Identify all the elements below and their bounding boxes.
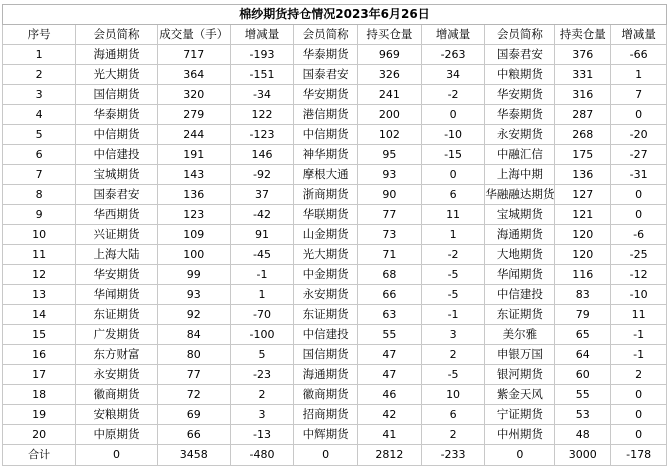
short-change-cell[interactable]: -12 <box>611 265 667 285</box>
member-cell[interactable]: 永安期货 <box>294 285 358 305</box>
volume-change-cell[interactable]: -1 <box>230 265 294 285</box>
long-change-cell[interactable]: -10 <box>421 125 485 145</box>
volume-cell[interactable]: 69 <box>157 405 230 425</box>
short-change-cell[interactable]: 0 <box>611 425 667 445</box>
member-cell[interactable]: 紫金天风 <box>485 385 555 405</box>
rank-cell[interactable]: 1 <box>3 45 76 65</box>
short-position-cell[interactable]: 120 <box>555 245 611 265</box>
member-cell[interactable]: 神华期货 <box>294 145 358 165</box>
long-position-cell[interactable]: 68 <box>358 265 422 285</box>
volume-cell[interactable]: 99 <box>157 265 230 285</box>
header-cell[interactable]: 序号 <box>3 25 76 45</box>
member-cell[interactable]: 华西期货 <box>76 205 157 225</box>
short-position-cell[interactable]: 268 <box>555 125 611 145</box>
header-cell[interactable]: 持买仓量 <box>358 25 422 45</box>
rank-cell[interactable]: 6 <box>3 145 76 165</box>
long-position-cell[interactable]: 47 <box>358 345 422 365</box>
short-position-cell[interactable]: 136 <box>555 165 611 185</box>
member-cell[interactable]: 华闻期货 <box>485 265 555 285</box>
long-change-cell[interactable]: 1 <box>421 225 485 245</box>
member-cell[interactable]: 东证期货 <box>485 305 555 325</box>
long-position-cell[interactable]: 969 <box>358 45 422 65</box>
volume-cell[interactable]: 100 <box>157 245 230 265</box>
short-position-cell[interactable]: 120 <box>555 225 611 245</box>
member-cell[interactable]: 徽商期货 <box>294 385 358 405</box>
member-cell[interactable]: 中辉期货 <box>294 425 358 445</box>
long-position-cell[interactable]: 90 <box>358 185 422 205</box>
table-row <box>3 425 667 445</box>
volume-change-cell[interactable]: -23 <box>230 365 294 385</box>
rank-cell[interactable]: 5 <box>3 125 76 145</box>
total-cell[interactable]: -233 <box>421 445 485 466</box>
member-cell[interactable]: 中金期货 <box>294 265 358 285</box>
volume-cell[interactable]: 66 <box>157 425 230 445</box>
short-change-cell[interactable]: -27 <box>611 145 667 165</box>
volume-change-cell[interactable]: -100 <box>230 325 294 345</box>
volume-cell[interactable]: 123 <box>157 205 230 225</box>
member-cell[interactable]: 中信建投 <box>485 285 555 305</box>
short-change-cell[interactable]: 1 <box>611 65 667 85</box>
long-position-cell[interactable]: 73 <box>358 225 422 245</box>
volume-cell[interactable]: 93 <box>157 285 230 305</box>
volume-cell[interactable]: 136 <box>157 185 230 205</box>
rank-cell[interactable]: 13 <box>3 285 76 305</box>
rank-cell[interactable]: 3 <box>3 85 76 105</box>
member-cell[interactable]: 华安期货 <box>294 85 358 105</box>
total-cell[interactable]: -480 <box>230 445 294 466</box>
member-cell[interactable]: 中信建投 <box>294 325 358 345</box>
short-position-cell[interactable]: 121 <box>555 205 611 225</box>
total-cell[interactable]: -178 <box>611 445 667 466</box>
member-cell[interactable]: 招商期货 <box>294 405 358 425</box>
long-position-cell[interactable]: 241 <box>358 85 422 105</box>
short-change-cell[interactable]: 7 <box>611 85 667 105</box>
short-change-cell[interactable]: 11 <box>611 305 667 325</box>
header-cell[interactable]: 增减量 <box>230 25 294 45</box>
member-cell[interactable]: 中融汇信 <box>485 145 555 165</box>
table-row <box>3 65 667 85</box>
header-cell[interactable]: 会员简称 <box>485 25 555 45</box>
total-cell[interactable]: 0 <box>76 445 157 466</box>
member-cell[interactable]: 上海中期 <box>485 165 555 185</box>
table-row <box>3 205 667 225</box>
member-cell[interactable]: 中信期货 <box>294 125 358 145</box>
short-position-cell[interactable]: 64 <box>555 345 611 365</box>
volume-cell[interactable]: 92 <box>157 305 230 325</box>
member-cell[interactable]: 华泰期货 <box>76 105 157 125</box>
member-cell[interactable]: 东证期货 <box>294 305 358 325</box>
short-change-cell[interactable]: -6 <box>611 225 667 245</box>
table-row <box>3 165 667 185</box>
rank-cell[interactable]: 2 <box>3 65 76 85</box>
member-cell[interactable]: 华泰期货 <box>485 105 555 125</box>
long-change-cell[interactable]: -263 <box>421 45 485 65</box>
member-cell[interactable]: 徽商期货 <box>76 385 157 405</box>
volume-cell[interactable]: 84 <box>157 325 230 345</box>
member-cell[interactable]: 中粮期货 <box>485 65 555 85</box>
short-position-cell[interactable]: 116 <box>555 265 611 285</box>
long-position-cell[interactable]: 41 <box>358 425 422 445</box>
member-cell[interactable]: 国泰君安 <box>76 185 157 205</box>
short-change-cell[interactable]: 0 <box>611 185 667 205</box>
short-change-cell[interactable]: -66 <box>611 45 667 65</box>
short-change-cell[interactable]: -25 <box>611 245 667 265</box>
volume-cell[interactable]: 143 <box>157 165 230 185</box>
member-cell[interactable]: 大地期货 <box>485 245 555 265</box>
member-cell[interactable]: 银河期货 <box>485 365 555 385</box>
table-row <box>3 385 667 405</box>
short-position-cell[interactable]: 376 <box>555 45 611 65</box>
volume-change-cell[interactable]: -34 <box>230 85 294 105</box>
short-position-cell[interactable]: 316 <box>555 85 611 105</box>
short-change-cell[interactable]: 0 <box>611 405 667 425</box>
member-cell[interactable]: 美尔雅 <box>485 325 555 345</box>
member-cell[interactable]: 中信建投 <box>76 145 157 165</box>
long-position-cell[interactable]: 46 <box>358 385 422 405</box>
long-position-cell[interactable]: 71 <box>358 245 422 265</box>
short-position-cell[interactable]: 48 <box>555 425 611 445</box>
header-cell[interactable]: 成交量（手） <box>157 25 230 45</box>
short-change-cell[interactable]: -1 <box>611 345 667 365</box>
table-row <box>3 265 667 285</box>
table-row <box>3 305 667 325</box>
header-cell[interactable]: 持卖仓量 <box>555 25 611 45</box>
rank-cell[interactable]: 18 <box>3 385 76 405</box>
volume-change-cell[interactable]: -45 <box>230 245 294 265</box>
long-position-cell[interactable]: 66 <box>358 285 422 305</box>
long-change-cell[interactable]: -1 <box>421 305 485 325</box>
member-cell[interactable]: 中原期货 <box>76 425 157 445</box>
member-cell[interactable]: 宝城期货 <box>485 205 555 225</box>
long-change-cell[interactable]: -5 <box>421 265 485 285</box>
long-change-cell[interactable]: 0 <box>421 165 485 185</box>
short-position-cell[interactable]: 331 <box>555 65 611 85</box>
volume-cell[interactable]: 364 <box>157 65 230 85</box>
member-cell[interactable]: 东证期货 <box>76 305 157 325</box>
volume-change-cell[interactable]: 1 <box>230 285 294 305</box>
total-cell[interactable]: 2812 <box>358 445 422 466</box>
member-cell[interactable]: 海通期货 <box>76 45 157 65</box>
member-cell[interactable]: 广发期货 <box>76 325 157 345</box>
member-cell[interactable]: 国信期货 <box>294 345 358 365</box>
long-change-cell[interactable]: 6 <box>421 405 485 425</box>
member-cell[interactable]: 永安期货 <box>76 365 157 385</box>
header-row <box>3 25 667 45</box>
rank-cell[interactable]: 20 <box>3 425 76 445</box>
rank-cell[interactable]: 4 <box>3 105 76 125</box>
long-change-cell[interactable]: 0 <box>421 105 485 125</box>
short-change-cell[interactable]: 0 <box>611 385 667 405</box>
long-change-cell[interactable]: 3 <box>421 325 485 345</box>
short-change-cell[interactable]: -20 <box>611 125 667 145</box>
long-position-cell[interactable]: 95 <box>358 145 422 165</box>
table-row <box>3 85 667 105</box>
table-row <box>3 45 667 65</box>
volume-change-cell[interactable]: -70 <box>230 305 294 325</box>
member-cell[interactable]: 海通期货 <box>485 225 555 245</box>
long-change-cell[interactable]: -5 <box>421 365 485 385</box>
short-position-cell[interactable]: 79 <box>555 305 611 325</box>
member-cell[interactable]: 兴证期货 <box>76 225 157 245</box>
position-table <box>2 4 667 466</box>
member-cell[interactable]: 国泰君安 <box>294 65 358 85</box>
member-cell[interactable]: 中州期货 <box>485 425 555 445</box>
member-cell[interactable]: 光大期货 <box>76 65 157 85</box>
table-row <box>3 285 667 305</box>
member-cell[interactable]: 宝城期货 <box>76 165 157 185</box>
table-row <box>3 325 667 345</box>
rank-cell[interactable]: 12 <box>3 265 76 285</box>
rank-cell[interactable]: 7 <box>3 165 76 185</box>
table-row <box>3 185 667 205</box>
member-cell[interactable]: 永安期货 <box>485 125 555 145</box>
volume-change-cell[interactable]: 37 <box>230 185 294 205</box>
long-position-cell[interactable]: 63 <box>358 305 422 325</box>
rank-cell[interactable]: 15 <box>3 325 76 345</box>
long-change-cell[interactable]: 2 <box>421 345 485 365</box>
volume-change-cell[interactable]: 5 <box>230 345 294 365</box>
member-cell[interactable]: 华融融达期货 <box>485 185 555 205</box>
volume-cell[interactable]: 191 <box>157 145 230 165</box>
short-position-cell[interactable]: 53 <box>555 405 611 425</box>
rank-cell[interactable]: 16 <box>3 345 76 365</box>
table-row <box>3 125 667 145</box>
member-cell[interactable]: 申银万国 <box>485 345 555 365</box>
member-cell[interactable]: 中信期货 <box>76 125 157 145</box>
volume-change-cell[interactable]: -92 <box>230 165 294 185</box>
member-cell[interactable]: 华闻期货 <box>76 285 157 305</box>
long-change-cell[interactable]: 10 <box>421 385 485 405</box>
long-position-cell[interactable]: 47 <box>358 365 422 385</box>
member-cell[interactable]: 港信期货 <box>294 105 358 125</box>
long-change-cell[interactable]: 6 <box>421 185 485 205</box>
long-position-cell[interactable]: 200 <box>358 105 422 125</box>
volume-cell[interactable]: 80 <box>157 345 230 365</box>
long-change-cell[interactable]: -2 <box>421 245 485 265</box>
short-position-cell[interactable]: 65 <box>555 325 611 345</box>
volume-change-cell[interactable]: -151 <box>230 65 294 85</box>
long-position-cell[interactable]: 42 <box>358 405 422 425</box>
short-position-cell[interactable]: 127 <box>555 185 611 205</box>
header-cell[interactable]: 增减量 <box>611 25 667 45</box>
short-position-cell[interactable]: 83 <box>555 285 611 305</box>
member-cell[interactable]: 华联期货 <box>294 205 358 225</box>
volume-change-cell[interactable]: 2 <box>230 385 294 405</box>
table-row <box>3 405 667 425</box>
total-row <box>3 445 667 466</box>
total-label[interactable]: 合计 <box>3 445 76 466</box>
volume-change-cell[interactable]: -13 <box>230 425 294 445</box>
sheet-title[interactable]: 棉纱期货持仓情况2023年6月26日 <box>3 5 667 25</box>
total-cell[interactable]: 0 <box>294 445 358 466</box>
rank-cell[interactable]: 10 <box>3 225 76 245</box>
header-cell[interactable]: 会员简称 <box>76 25 157 45</box>
member-cell[interactable]: 华泰期货 <box>294 45 358 65</box>
table-row <box>3 245 667 265</box>
volume-cell[interactable]: 109 <box>157 225 230 245</box>
short-position-cell[interactable]: 287 <box>555 105 611 125</box>
long-change-cell[interactable]: -5 <box>421 285 485 305</box>
table-row <box>3 225 667 245</box>
member-cell[interactable]: 国信期货 <box>76 85 157 105</box>
member-cell[interactable]: 海通期货 <box>294 365 358 385</box>
member-cell[interactable]: 宁证期货 <box>485 405 555 425</box>
volume-cell[interactable]: 320 <box>157 85 230 105</box>
short-change-cell[interactable]: 0 <box>611 205 667 225</box>
short-position-cell[interactable]: 55 <box>555 385 611 405</box>
member-cell[interactable]: 山金期货 <box>294 225 358 245</box>
total-cell[interactable]: 3000 <box>555 445 611 466</box>
short-position-cell[interactable]: 60 <box>555 365 611 385</box>
volume-cell[interactable]: 72 <box>157 385 230 405</box>
long-position-cell[interactable]: 77 <box>358 205 422 225</box>
member-cell[interactable]: 华安期货 <box>485 85 555 105</box>
short-change-cell[interactable]: 0 <box>611 105 667 125</box>
long-change-cell[interactable]: 11 <box>421 205 485 225</box>
long-change-cell[interactable]: 2 <box>421 425 485 445</box>
long-change-cell[interactable]: -2 <box>421 85 485 105</box>
member-cell[interactable]: 摩根大通 <box>294 165 358 185</box>
volume-change-cell[interactable]: 3 <box>230 405 294 425</box>
long-position-cell[interactable]: 93 <box>358 165 422 185</box>
volume-cell[interactable]: 77 <box>157 365 230 385</box>
table-row <box>3 145 667 165</box>
long-position-cell[interactable]: 102 <box>358 125 422 145</box>
long-change-cell[interactable]: 34 <box>421 65 485 85</box>
volume-change-cell[interactable]: -123 <box>230 125 294 145</box>
short-position-cell[interactable]: 175 <box>555 145 611 165</box>
rank-cell[interactable]: 8 <box>3 185 76 205</box>
table-row <box>3 345 667 365</box>
volume-cell[interactable]: 244 <box>157 125 230 145</box>
volume-change-cell[interactable]: 146 <box>230 145 294 165</box>
table-row <box>3 365 667 385</box>
rank-cell[interactable]: 9 <box>3 205 76 225</box>
member-cell[interactable]: 国泰君安 <box>485 45 555 65</box>
volume-cell[interactable]: 717 <box>157 45 230 65</box>
member-cell[interactable]: 东方财富 <box>76 345 157 365</box>
volume-change-cell[interactable]: -42 <box>230 205 294 225</box>
short-change-cell[interactable]: -1 <box>611 325 667 345</box>
short-change-cell[interactable]: -31 <box>611 165 667 185</box>
rank-cell[interactable]: 17 <box>3 365 76 385</box>
rank-cell[interactable]: 11 <box>3 245 76 265</box>
volume-cell[interactable]: 279 <box>157 105 230 125</box>
member-cell[interactable]: 上海大陆 <box>76 245 157 265</box>
short-change-cell[interactable]: 2 <box>611 365 667 385</box>
volume-change-cell[interactable]: 91 <box>230 225 294 245</box>
member-cell[interactable]: 光大期货 <box>294 245 358 265</box>
total-cell[interactable]: 3458 <box>157 445 230 466</box>
volume-change-cell[interactable]: -193 <box>230 45 294 65</box>
long-position-cell[interactable]: 326 <box>358 65 422 85</box>
short-change-cell[interactable]: -10 <box>611 285 667 305</box>
member-cell[interactable]: 华安期货 <box>76 265 157 285</box>
total-cell[interactable]: 0 <box>485 445 555 466</box>
table-row <box>3 105 667 125</box>
header-cell[interactable]: 增减量 <box>421 25 485 45</box>
header-cell[interactable]: 会员简称 <box>294 25 358 45</box>
rank-cell[interactable]: 14 <box>3 305 76 325</box>
long-change-cell[interactable]: -15 <box>421 145 485 165</box>
member-cell[interactable]: 安粮期货 <box>76 405 157 425</box>
rank-cell[interactable]: 19 <box>3 405 76 425</box>
volume-change-cell[interactable]: 122 <box>230 105 294 125</box>
long-position-cell[interactable]: 55 <box>358 325 422 345</box>
member-cell[interactable]: 浙商期货 <box>294 185 358 205</box>
